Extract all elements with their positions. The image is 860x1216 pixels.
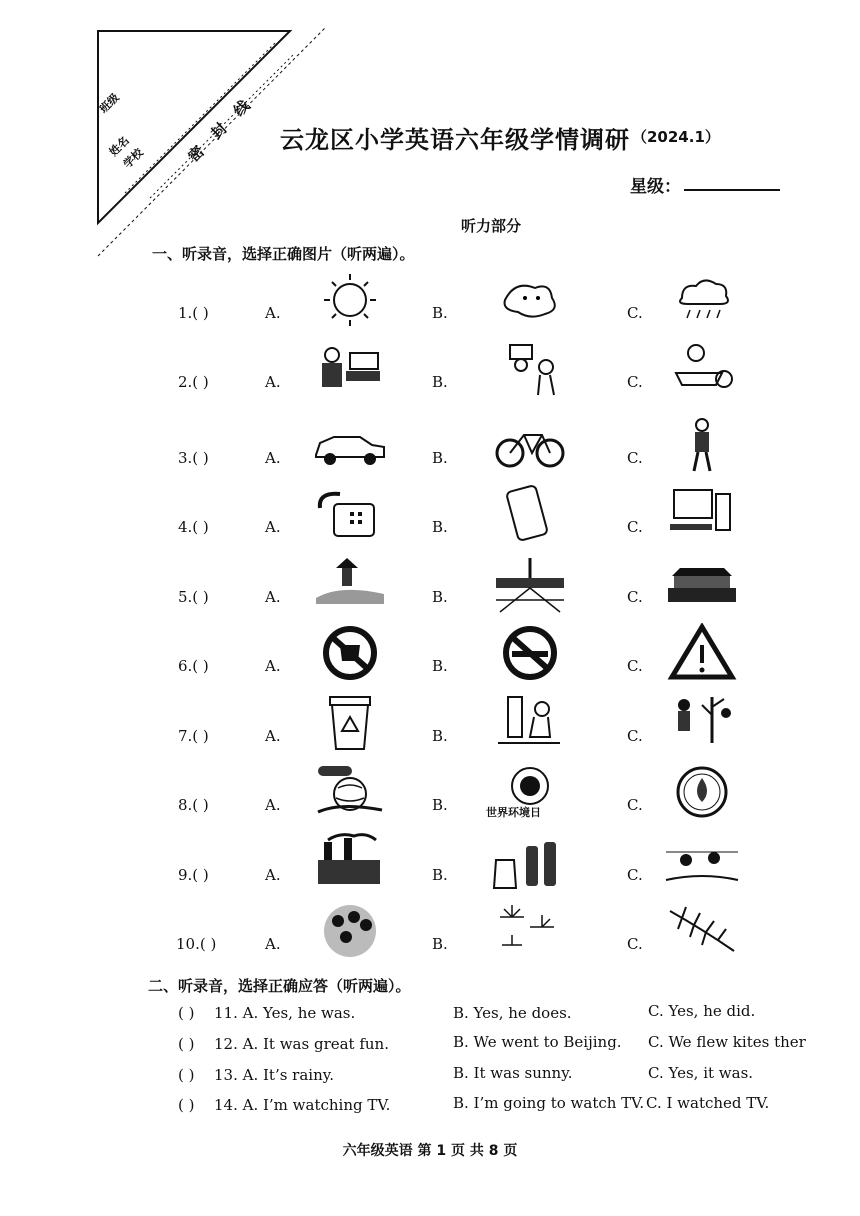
- no-smoking-sign-icon[interactable]: [490, 623, 570, 683]
- question-4-number[interactable]: 4.( ): [178, 518, 209, 536]
- no-touching-sign-icon[interactable]: [310, 623, 390, 683]
- car-icon[interactable]: [310, 415, 390, 475]
- question-7-option-b-label: B.: [432, 727, 448, 745]
- question-1-option-a-label: A.: [265, 304, 281, 322]
- star-rating-blank[interactable]: [684, 189, 780, 191]
- q11-option-b: B. Yes, he does.: [453, 1004, 572, 1022]
- q12-option-a: 12. A. It was great fun.: [214, 1035, 389, 1053]
- question-3-option-a-label: A.: [265, 449, 281, 467]
- question-6-option-c-label: C.: [627, 657, 643, 675]
- question-8-number[interactable]: 8.( ): [178, 796, 209, 814]
- bicycle-icon[interactable]: [490, 415, 570, 475]
- sun-icon[interactable]: [310, 270, 390, 330]
- question-10-number[interactable]: 10.( ): [176, 935, 217, 953]
- question-10-option-b-label: B.: [432, 935, 448, 953]
- warning-sign-icon[interactable]: [662, 623, 742, 683]
- question-5-option-b-label: B.: [432, 588, 448, 606]
- question-4-option-b-label: B.: [432, 518, 448, 536]
- school-label: 学校: [120, 145, 146, 171]
- question-10-option-a-label: A.: [265, 935, 281, 953]
- page-footer: 六年级英语 第 1 页 共 8 页: [342, 1143, 518, 1159]
- question-2-option-a-label: A.: [265, 373, 281, 391]
- computer-icon[interactable]: [662, 484, 742, 544]
- question-8-option-b-label: B.: [432, 796, 448, 814]
- question-9-option-c-label: C.: [627, 866, 643, 884]
- q14-option-b: B. I’m going to watch TV.: [453, 1094, 645, 1112]
- tiananmen-gate-icon[interactable]: [662, 554, 742, 614]
- q12-option-b: B. We went to Beijing.: [453, 1033, 622, 1051]
- q14-option-c: C. I watched TV.: [646, 1094, 770, 1112]
- recycle-bin-icon[interactable]: [310, 693, 390, 753]
- question-9-option-b-label: B.: [432, 866, 448, 884]
- star-rating-label: 星级：: [630, 177, 681, 197]
- q13-option-b: B. It was sunny.: [453, 1064, 573, 1082]
- part2-heading: 二、听录音，选择正确应答（听两遍）。: [148, 977, 411, 995]
- question-3-number[interactable]: 3.( ): [178, 449, 209, 467]
- q14-option-a: 14. A. I’m watching TV.: [214, 1096, 391, 1114]
- question-5-option-c-label: C.: [627, 588, 643, 606]
- question-10-option-c-label: C.: [627, 935, 643, 953]
- answer-paren-11[interactable]: ( ): [178, 1004, 195, 1022]
- mobile-phone-icon[interactable]: [490, 484, 570, 544]
- water-day-icon[interactable]: [662, 762, 742, 822]
- question-7-option-a-label: A.: [265, 727, 281, 745]
- question-2-option-b-label: B.: [432, 373, 448, 391]
- q13-option-a: 13. A. It’s rainy.: [214, 1066, 334, 1084]
- q13-option-c: C. Yes, it was.: [648, 1064, 754, 1082]
- question-2-number[interactable]: 2.( ): [178, 373, 209, 391]
- world-environment-day-caption: 世界环境日: [486, 806, 541, 819]
- q12-option-c: C. We flew kites ther: [648, 1033, 806, 1051]
- walking-person-icon[interactable]: [662, 415, 742, 475]
- question-6-number[interactable]: 6.( ): [178, 657, 209, 675]
- question-6-option-b-label: B.: [432, 657, 448, 675]
- answer-paren-13[interactable]: ( ): [178, 1066, 195, 1084]
- plastic-bag-bottles-icon[interactable]: [490, 832, 570, 892]
- beihai-park-icon[interactable]: [310, 554, 390, 614]
- seal-text: 密 封 线: [184, 92, 258, 166]
- question-4-option-a-label: A.: [265, 518, 281, 536]
- name-label: 姓名: [106, 133, 132, 159]
- answer-paren-12[interactable]: ( ): [178, 1035, 195, 1053]
- question-1-option-c-label: C.: [627, 304, 643, 322]
- rain-cloud-icon[interactable]: [662, 270, 742, 330]
- earth-hands-icon[interactable]: [310, 762, 390, 822]
- question-6-option-a-label: A.: [265, 657, 281, 675]
- q11-option-a: 11. A. Yes, he was.: [214, 1004, 356, 1022]
- palm-leaf-icon[interactable]: [662, 901, 742, 961]
- cutting-tree-icon[interactable]: [490, 693, 570, 753]
- question-4-option-c-label: C.: [627, 518, 643, 536]
- question-7-number[interactable]: 7.( ): [178, 727, 209, 745]
- question-3-option-b-label: B.: [432, 449, 448, 467]
- fireworks-icon[interactable]: [490, 901, 570, 961]
- question-1-option-b-label: B.: [432, 304, 448, 322]
- tiananmen-square-icon[interactable]: [490, 554, 570, 614]
- wind-icon[interactable]: [490, 270, 570, 330]
- question-1-number[interactable]: 1.( ): [178, 304, 209, 322]
- basketball-player-icon[interactable]: [490, 339, 570, 399]
- page-title: 云龙区小学英语六年级学情调研: [280, 126, 630, 154]
- answer-paren-14[interactable]: ( ): [178, 1096, 195, 1114]
- person-reading-icon[interactable]: [662, 339, 742, 399]
- question-8-option-a-label: A.: [265, 796, 281, 814]
- person-cooking-icon[interactable]: [310, 339, 390, 399]
- factory-pollution-icon[interactable]: [310, 832, 390, 892]
- question-9-number[interactable]: 9.( ): [178, 866, 209, 884]
- q11-option-c: C. Yes, he did.: [648, 1002, 756, 1020]
- question-7-option-c-label: C.: [627, 727, 643, 745]
- question-5-number[interactable]: 5.( ): [178, 588, 209, 606]
- question-8-option-c-label: C.: [627, 796, 643, 814]
- part1-heading: 一、听录音，选择正确图片（听两遍）。: [152, 245, 415, 263]
- people-planting-icon[interactable]: [662, 832, 742, 892]
- class-label: 班级: [96, 90, 122, 116]
- planting-tree-icon[interactable]: [662, 693, 742, 753]
- question-3-option-c-label: C.: [627, 449, 643, 467]
- question-5-option-a-label: A.: [265, 588, 281, 606]
- exam-date: （2024.1）: [632, 128, 720, 146]
- telephone-icon[interactable]: [310, 484, 390, 544]
- question-9-option-a-label: A.: [265, 866, 281, 884]
- family-celebration-icon[interactable]: [310, 901, 390, 961]
- section-title: 听力部分: [461, 217, 522, 235]
- question-2-option-c-label: C.: [627, 373, 643, 391]
